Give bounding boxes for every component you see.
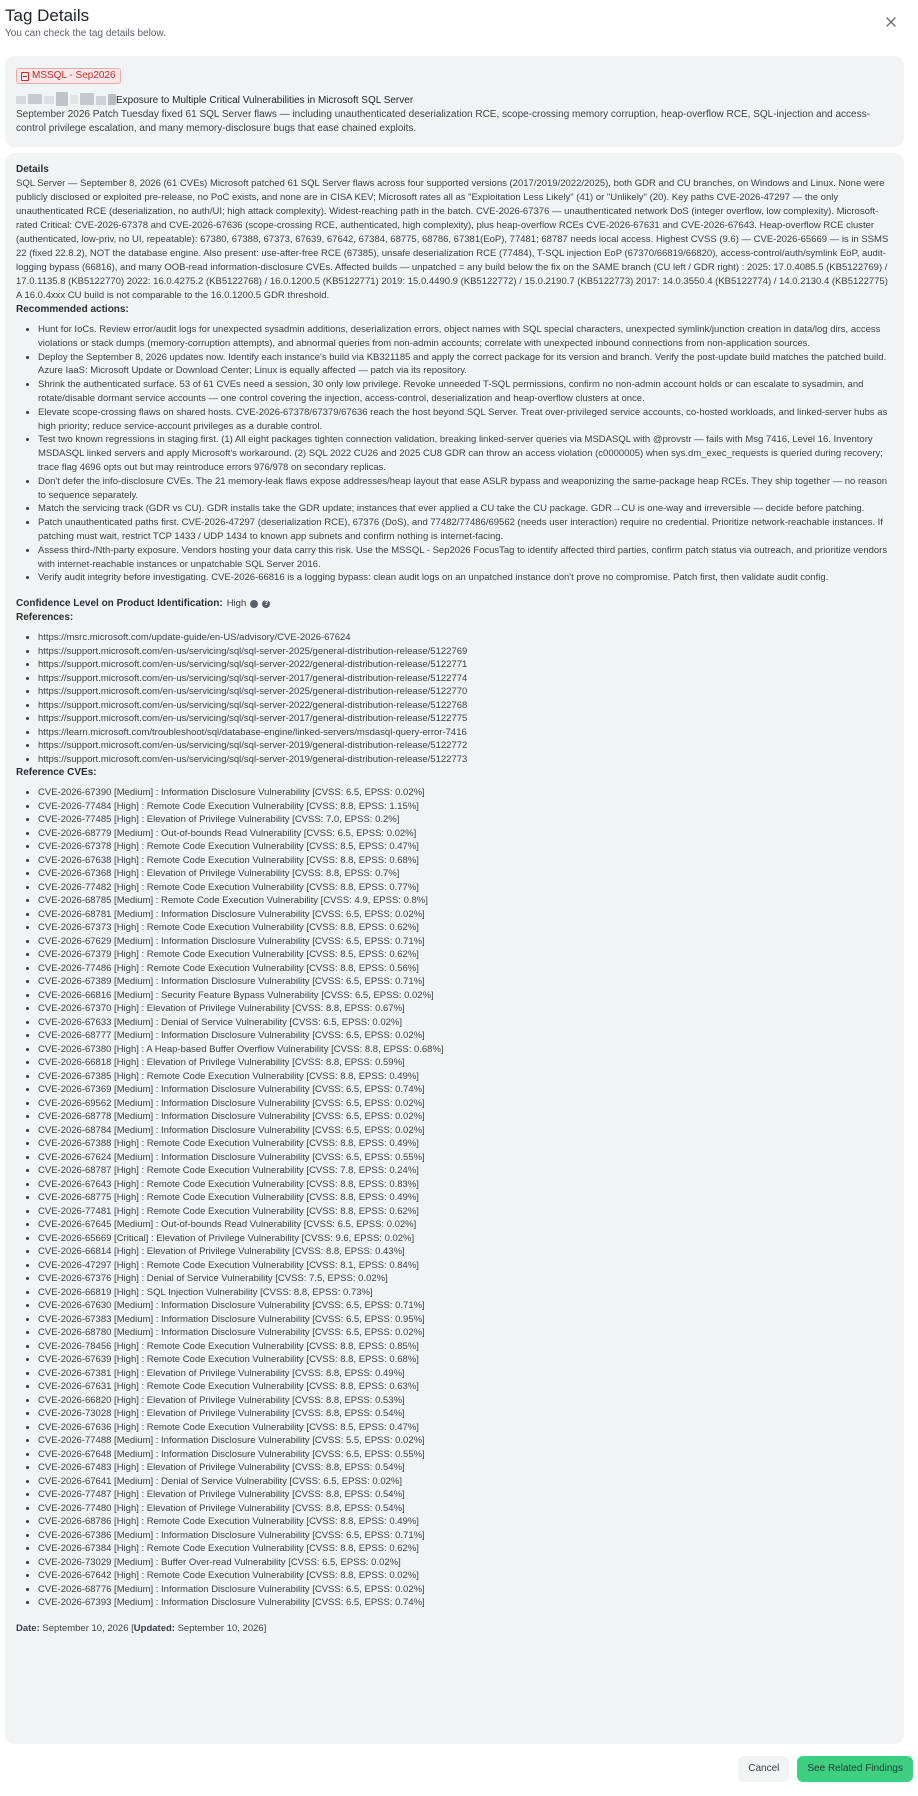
reference-link[interactable]: • https://support.microsoft.com/en-us/servicing/sql/sql-server-2019/general-distribution-release/5122772	[38, 739, 893, 753]
cve-item: • CVE-2026-65669 [Critical] : Elevation of Privilege Vulnerability [CVSS: 9.6, EPSS: 0.02%]	[38, 1232, 893, 1246]
cve-item: • CVE-2026-67380 [High] : A Heap-based Buffer Overflow Vulnerability [CVSS: 8.8, EPSS: 0.68%]	[38, 1043, 893, 1057]
cve-item: • CVE-2026-77485 [High] : Elevation of Privilege Vulnerability [CVSS: 7.0, EPSS: 0.2%]	[38, 813, 893, 827]
cve-item: • CVE-2026-77480 [High] : Elevation of Privilege Vulnerability [CVSS: 8.8, EPSS: 0.54%]	[38, 1502, 893, 1516]
cve-item: • CVE-2026-68781 [Medium] : Information Disclosure Vulnerability [CVSS: 6.5, EPSS: 0.02%]	[38, 908, 893, 922]
cve-item: • CVE-2026-68780 [Medium] : Information Disclosure Vulnerability [CVSS: 6.5, EPSS: 0.02%]	[38, 1326, 893, 1340]
actions-list	[16, 323, 893, 585]
cve-item: • CVE-2026-77481 [High] : Remote Code Execution Vulnerability [CVSS: 8.8, EPSS: 0.62%]	[38, 1205, 893, 1219]
action-item: • Match the servicing track (GDR vs CU). GDR installs take the GDR update; instances that ever applied a CU take the CU package. GDR→CU is one-way and irreversible — decide before patching.	[38, 502, 893, 516]
vulnerability-title: Exposure to Multiple Critical Vulnerabilities in Microsoft SQL Server	[116, 95, 414, 106]
details-body: SQL Server — September 8, 2026 (61 CVEs) Microsoft patched 61 SQL Server flaws across four supported versions (2017/2019/2022/2025), both GDR and CU branches, on Windows and Linux. None were publicly disclosed or exploited pre-release, no PoC exists, and none are in CISA KEV; Microsoft rates all as "Exploitation Less Likely" (41) or "Unlikely" (20). Key paths CVE-2026-47297 — the only unauthenticated RCE (deserialization, no auth/UI; high attack complexity). Widest-reaching path in the batch. CVE-2026-67376 — unauthenticated network DoS (integer overflow, low complexity). Microsoft-rated Critical: CVE-2026-67378 and CVE-2026-67636 (scope-crossing RCE, authenticated, high complexity), plus heap-overflow RCEs CVE-2026-67631 and CVE-2026-67643. Heap-overflow RCE cluster (authenticated, low-priv, no UI, repeatable): 67380, 67388, 67373, 67639, 67642, 67384, 68775, 68786, 67381(EoP), 77481; 68787 needs local access. Highest CVSS (9.6) — CVE-2026-65669 — is in SSMS 22 (fixed 22.8.2), NOT the database engine. Also present: use-after-free RCE (67385), unsafe deserialization RCE (77484), T-SQL injection EoP (67370/66819/66820), access-control/auth/symlink EoP, audit-logging bypass (66816), and many OOB-read information-disclosure CVEs. Affected builds — unpatched = any build below the fix on the SAME branch (CU left / GDR right) : 2025: 17.0.4085.5 (KB5122769) / 17.0.1135.8 (KB5122770) 2022: 16.0.4275.2 (KB5122768) / 16.0.1200.5 (KB5122771) 2019: 15.0.4490.9 (KB5122772) / 15.0.2190.7 (KB5122773) 2017: 14.0.3550.4 (KB5122774) / 14.0.2130.4 (KB5122775) A 16.0.4xxx CU build is not comparable to the 16.0.1200.5 GDR threshold.	[16, 178, 889, 301]
reference-link[interactable]: • https://support.microsoft.com/en-us/servicing/sql/sql-server-2017/general-distribution-release/5122775	[38, 712, 893, 726]
cve-item: • CVE-2026-67645 [Medium] : Out-of-bounds Read Vulnerability [CVSS: 6.5, EPSS: 0.02%]	[38, 1218, 893, 1232]
action-item: • Verify audit integrity before investigating. CVE-2026-66816 is a logging bypass: clean audit logs on an unpatched instance don't prove no compromise. Patch first, then validate audit config.	[38, 571, 893, 585]
cve-item: • CVE-2026-68779 [Medium] : Out-of-bounds Read Vulnerability [CVSS: 6.5, EPSS: 0.02%]	[38, 827, 893, 841]
date-row: Date: September 10, 2026 [Updated: September 10, 2026]	[16, 1622, 267, 1634]
confidence-high-icon	[250, 600, 258, 608]
cve-item: • CVE-2026-67638 [High] : Remote Code Execution Vulnerability [CVSS: 8.8, EPSS: 0.68%]	[38, 854, 893, 868]
cve-item: • CVE-2026-78456 [High] : Remote Code Execution Vulnerability [CVSS: 8.8, EPSS: 0.85%]	[38, 1340, 893, 1354]
database-icon	[21, 72, 29, 81]
dialog-subtitle: You can check the tag details below.	[5, 28, 166, 39]
tag-badge	[16, 68, 121, 84]
reference-link[interactable]: • https://learn.microsoft.com/troubleshoot/sql/database-engine/linked-servers/msdasql-query-error-7416	[38, 726, 893, 740]
cve-item: • CVE-2026-66816 [Medium] : Security Feature Bypass Vulnerability [CVSS: 6.5, EPSS: 0.02%]	[38, 989, 893, 1003]
dialog-footer	[738, 1756, 913, 1782]
reference-link[interactable]: • https://support.microsoft.com/en-us/servicing/sql/sql-server-2025/general-distribution-release/5122770	[38, 685, 893, 699]
cve-item: • CVE-2026-67368 [High] : Elevation of Privilege Vulnerability [CVSS: 8.8, EPSS: 0.7%]	[38, 867, 893, 881]
cve-item: • CVE-2026-67633 [Medium] : Denial of Service Vulnerability [CVSS: 6.5, EPSS: 0.02%]	[38, 1016, 893, 1030]
cve-item: • CVE-2026-68785 [Medium] : Remote Code Execution Vulnerability [CVSS: 4.9, EPSS: 0.8%]	[38, 894, 893, 908]
cve-item: • CVE-2026-67373 [High] : Remote Code Execution Vulnerability [CVSS: 8.8, EPSS: 0.62%]	[38, 921, 893, 935]
confidence-row	[16, 597, 893, 611]
reference-link[interactable]: • https://support.microsoft.com/en-us/servicing/sql/sql-server-2022/general-distribution-release/5122768	[38, 699, 893, 713]
reference-link[interactable]: • https://support.microsoft.com/en-us/servicing/sql/sql-server-2019/general-distribution-release/5122773	[38, 753, 893, 767]
cves-heading: Reference CVEs:	[16, 767, 97, 779]
reference-link[interactable]: • https://msrc.microsoft.com/update-guide/en-US/advisory/CVE-2026-67624	[38, 631, 893, 645]
reference-link[interactable]: • https://support.microsoft.com/en-us/servicing/sql/sql-server-2025/general-distribution-release/5122769	[38, 645, 893, 659]
cve-item: • CVE-2026-67630 [Medium] : Information Disclosure Vulnerability [CVSS: 6.5, EPSS: 0.71%]	[38, 1299, 893, 1313]
vulnerability-summary: September 2026 Patch Tuesday fixed 61 SQL Server flaws — including unauthenticated deserialization RCE, scope-crossing memory corruption, heap-overflow RCE, SQL-injection and access-control privilege escalation, and many memory-disclosure bugs that ease chained exploits.	[16, 109, 870, 134]
references-heading: References:	[16, 612, 74, 624]
cve-item: • CVE-2026-67376 [High] : Denial of Service Vulnerability [CVSS: 7.5, EPSS: 0.02%]	[38, 1272, 893, 1286]
cve-item: • CVE-2026-67379 [High] : Remote Code Execution Vulnerability [CVSS: 8.5, EPSS: 0.62%]	[38, 948, 893, 962]
close-icon[interactable]	[883, 14, 899, 30]
cve-item: • CVE-2026-67642 [High] : Remote Code Execution Vulnerability [CVSS: 8.8, EPSS: 0.02%]	[38, 1569, 893, 1583]
cve-item: • CVE-2026-68778 [Medium] : Information Disclosure Vulnerability [CVSS: 6.5, EPSS: 0.02%]	[38, 1110, 893, 1124]
cve-item: • CVE-2026-67631 [High] : Remote Code Execution Vulnerability [CVSS: 8.8, EPSS: 0.63%]	[38, 1380, 893, 1394]
see-related-findings-button[interactable]: See Related Findings	[797, 1756, 913, 1782]
cve-item: • CVE-2026-67648 [Medium] : Information Disclosure Vulnerability [CVSS: 6.5, EPSS: 0.55%]	[38, 1448, 893, 1462]
cve-item: • CVE-2026-66819 [High] : SQL Injection Vulnerability [CVSS: 8.8, EPSS: 0.73%]	[38, 1286, 893, 1300]
cves-list	[16, 786, 893, 1610]
cve-item: • CVE-2026-66818 [High] : Elevation of Privilege Vulnerability [CVSS: 8.8, EPSS: 0.59%]	[38, 1056, 893, 1070]
updated-value: September 10, 2026	[177, 1622, 264, 1634]
details-panel	[5, 153, 904, 1744]
action-item: • Don't defer the info-disclosure CVEs. The 21 memory-leak flaws expose addresses/heap layout that ease ASLR bypass and weaponizing the same-package heap RCEs. They ship together — no reason to sequence separately.	[38, 475, 893, 503]
cve-item: • CVE-2026-69562 [Medium] : Information Disclosure Vulnerability [CVSS: 6.5, EPSS: 0.02%]	[38, 1097, 893, 1111]
cve-item: • CVE-2026-67629 [Medium] : Information Disclosure Vulnerability [CVSS: 6.5, EPSS: 0.71%]	[38, 935, 893, 949]
cve-item: • CVE-2026-67483 [High] : Elevation of Privilege Vulnerability [CVSS: 8.8, EPSS: 0.54%]	[38, 1461, 893, 1475]
cve-item: • CVE-2026-73029 [Medium] : Buffer Over-read Vulnerability [CVSS: 6.5, EPSS: 0.02%]	[38, 1556, 893, 1570]
cve-item: • CVE-2026-67390 [Medium] : Information Disclosure Vulnerability [CVSS: 6.5, EPSS: 0.02%]	[38, 786, 893, 800]
cve-item: • CVE-2026-68777 [Medium] : Information Disclosure Vulnerability [CVSS: 6.5, EPSS: 0.02%]	[38, 1029, 893, 1043]
date-label: Date:	[16, 1622, 40, 1634]
cve-item: • CVE-2026-77487 [High] : Elevation of Privilege Vulnerability [CVSS: 8.8, EPSS: 0.54%]	[38, 1488, 893, 1502]
cve-item: • CVE-2026-67636 [High] : Remote Code Execution Vulnerability [CVSS: 8.5, EPSS: 0.47%]	[38, 1421, 893, 1435]
dialog-title: Tag Details	[5, 6, 90, 25]
tag-summary-card	[5, 56, 904, 147]
details-heading: Details	[16, 164, 49, 175]
action-item: • Deploy the September 8, 2026 updates now. Identify each instance's build via KB321185 and apply the correct package for its version and branch. Verify the post-update build matches the patched build. Azure IaaS: Microsoft Update or Download Center; Linux is equally affected — patch via its repository.	[38, 351, 893, 379]
cve-item: • CVE-2026-77486 [High] : Remote Code Execution Vulnerability [CVSS: 8.8, EPSS: 0.56%]	[38, 962, 893, 976]
cve-item: • CVE-2026-67639 [High] : Remote Code Execution Vulnerability [CVSS: 8.8, EPSS: 0.68%]	[38, 1353, 893, 1367]
tag-badge-label: MSSQL - Sep2026	[32, 70, 116, 81]
cancel-button[interactable]: Cancel	[738, 1756, 789, 1782]
actions-heading: Recommended actions:	[16, 304, 129, 315]
action-item: • Elevate scope-crossing flaws on shared hosts. CVE-2026-67378/67379/67636 reach the host beyond SQL Server. Treat over-privileged service accounts, co-hosted workloads, and linked-server hubs as high priority; reduce service-account privileges as a durable control.	[38, 406, 893, 434]
cve-item: • CVE-2026-67393 [Medium] : Information Disclosure Vulnerability [CVSS: 6.5, EPSS: 0.74%]	[38, 1596, 893, 1610]
confidence-value: High	[226, 598, 247, 610]
cve-item: • CVE-2026-67370 [High] : Elevation of Privilege Vulnerability [CVSS: 8.8, EPSS: 0.67%]	[38, 1002, 893, 1016]
updated-label: Updated:	[133, 1622, 175, 1634]
cve-item: • CVE-2026-67388 [High] : Remote Code Execution Vulnerability [CVSS: 8.8, EPSS: 0.49%]	[38, 1137, 893, 1151]
cve-item: • CVE-2026-67384 [High] : Remote Code Execution Vulnerability [CVSS: 8.8, EPSS: 0.62%]	[38, 1542, 893, 1556]
cve-item: • CVE-2026-68784 [Medium] : Information Disclosure Vulnerability [CVSS: 6.5, EPSS: 0.02%]	[38, 1124, 893, 1138]
action-item: • Test two known regressions in staging first. (1) All eight packages tighten connection validation, breaking linked-server queries via MSDASQL with @provstr — fails with Msg 7416, Level 16. Inventory MSDASQL linked servers and apply Microsoft's workaround. (2) SQL 2022 CU26 and 2025 CU8 GDR can throw an access violation (c0000005) when sys.dm_exec_requests is queried during recovery; trace flag 4696 opts out but may reintroduce errors 976/978 on secondary replicas.	[38, 433, 893, 474]
date-value: September 10, 2026	[42, 1622, 129, 1634]
cve-item: • CVE-2026-77482 [High] : Remote Code Execution Vulnerability [CVSS: 8.8, EPSS: 0.77%]	[38, 881, 893, 895]
cve-item: • CVE-2026-68786 [High] : Remote Code Execution Vulnerability [CVSS: 8.8, EPSS: 0.49%]	[38, 1515, 893, 1529]
cve-item: • CVE-2026-67378 [High] : Remote Code Execution Vulnerability [CVSS: 8.5, EPSS: 0.47%]	[38, 840, 893, 854]
cve-item: • CVE-2026-67389 [Medium] : Information Disclosure Vulnerability [CVSS: 6.5, EPSS: 0.71%]	[38, 975, 893, 989]
cve-item: • CVE-2026-68787 [High] : Remote Code Execution Vulnerability [CVSS: 7.8, EPSS: 0.24%]	[38, 1164, 893, 1178]
cve-item: • CVE-2026-67381 [High] : Elevation of Privilege Vulnerability [CVSS: 8.8, EPSS: 0.49%]	[38, 1367, 893, 1381]
cve-item: • CVE-2026-67383 [Medium] : Information Disclosure Vulnerability [CVSS: 6.5, EPSS: 0.95%]	[38, 1313, 893, 1327]
cve-item: • CVE-2026-77484 [High] : Remote Code Execution Vulnerability [CVSS: 8.8, EPSS: 1.15%]	[38, 800, 893, 814]
cve-item: • CVE-2026-67641 [Medium] : Denial of Service Vulnerability [CVSS: 6.5, EPSS: 0.02%]	[38, 1475, 893, 1489]
confidence-label: Confidence Level on Product Identification:	[16, 598, 223, 610]
cve-item: • CVE-2026-68775 [High] : Remote Code Execution Vulnerability [CVSS: 8.8, EPSS: 0.49%]	[38, 1191, 893, 1205]
action-item: • Shrink the authenticated surface. 53 of 61 CVEs need a session, 30 only low privilege. Revoke unneeded T-SQL permissions, confirm no non-admin account holds or can escalate to sysadmin, and rotate/disable dormant service accounts — one control covering the injection, access-control, deserialization and heap-overflow clusters at once.	[38, 378, 893, 406]
cve-item: • CVE-2026-73028 [High] : Elevation of Privilege Vulnerability [CVSS: 8.8, EPSS: 0.54%]	[38, 1407, 893, 1421]
action-item: • Patch unauthenticated paths first. CVE-2026-47297 (deserialization RCE), 67376 (DoS), and 77482/77486/69562 (needs user interaction) require no credential. Prioritize network-reachable instances. If patching must wait, restrict TCP 1433 / UDP 1434 to known app subnets and confirm nothing is internet-facing.	[38, 516, 893, 544]
cve-item: • CVE-2026-68776 [Medium] : Information Disclosure Vulnerability [CVSS: 6.5, EPSS: 0.02%]	[38, 1583, 893, 1597]
help-icon[interactable]: ?	[264, 600, 269, 608]
cve-item: • CVE-2026-67643 [High] : Remote Code Execution Vulnerability [CVSS: 8.8, EPSS: 0.83%]	[38, 1178, 893, 1192]
action-item: • Assess third-/Nth-party exposure. Vendors hosting your data carry this risk. Use the MSSQL - Sep2026 FocusTag to identify affected third parties, confirm patch status via outreach, and prioritize vendors with internet-reachable instances or unpatchable SQL Server 2016.	[38, 544, 893, 572]
cve-item: • CVE-2026-66820 [High] : Elevation of Privilege Vulnerability [CVSS: 8.8, EPSS: 0.53%]	[38, 1394, 893, 1408]
redacted-logo	[16, 92, 116, 106]
dialog-header	[5, 6, 905, 42]
reference-link[interactable]: • https://support.microsoft.com/en-us/servicing/sql/sql-server-2022/general-distribution-release/5122771	[38, 658, 893, 672]
action-item: • Hunt for IoCs. Review error/audit logs for unexpected sysadmin additions, deserialization errors, object names with SQL special characters, unexpected symlink/junction creation in data/log dirs, access violations or stack dumps (memory-corruption attempts), and abnormal queries from non-admin accounts; correlate with unexpected inbound connections from non-application sources.	[38, 323, 893, 351]
references-list	[16, 631, 893, 766]
cve-item: • CVE-2026-77488 [Medium] : Information Disclosure Vulnerability [CVSS: 5.5, EPSS: 0.02%]	[38, 1434, 893, 1448]
reference-link[interactable]: • https://support.microsoft.com/en-us/servicing/sql/sql-server-2017/general-distribution-release/5122774	[38, 672, 893, 686]
cve-item: • CVE-2026-47297 [High] : Remote Code Execution Vulnerability [CVSS: 8.1, EPSS: 0.84%]	[38, 1259, 893, 1273]
cve-item: • CVE-2026-67386 [Medium] : Information Disclosure Vulnerability [CVSS: 6.5, EPSS: 0.71%]	[38, 1529, 893, 1543]
cve-item: • CVE-2026-67624 [Medium] : Information Disclosure Vulnerability [CVSS: 6.5, EPSS: 0.55%]	[38, 1151, 893, 1165]
cve-item: • CVE-2026-66814 [High] : Elevation of Privilege Vulnerability [CVSS: 8.8, EPSS: 0.43%]	[38, 1245, 893, 1259]
cve-item: • CVE-2026-67369 [Medium] : Information Disclosure Vulnerability [CVSS: 6.5, EPSS: 0.74%]	[38, 1083, 893, 1097]
cve-item: • CVE-2026-67385 [High] : Remote Code Execution Vulnerability [CVSS: 8.8, EPSS: 0.49%]	[38, 1070, 893, 1084]
